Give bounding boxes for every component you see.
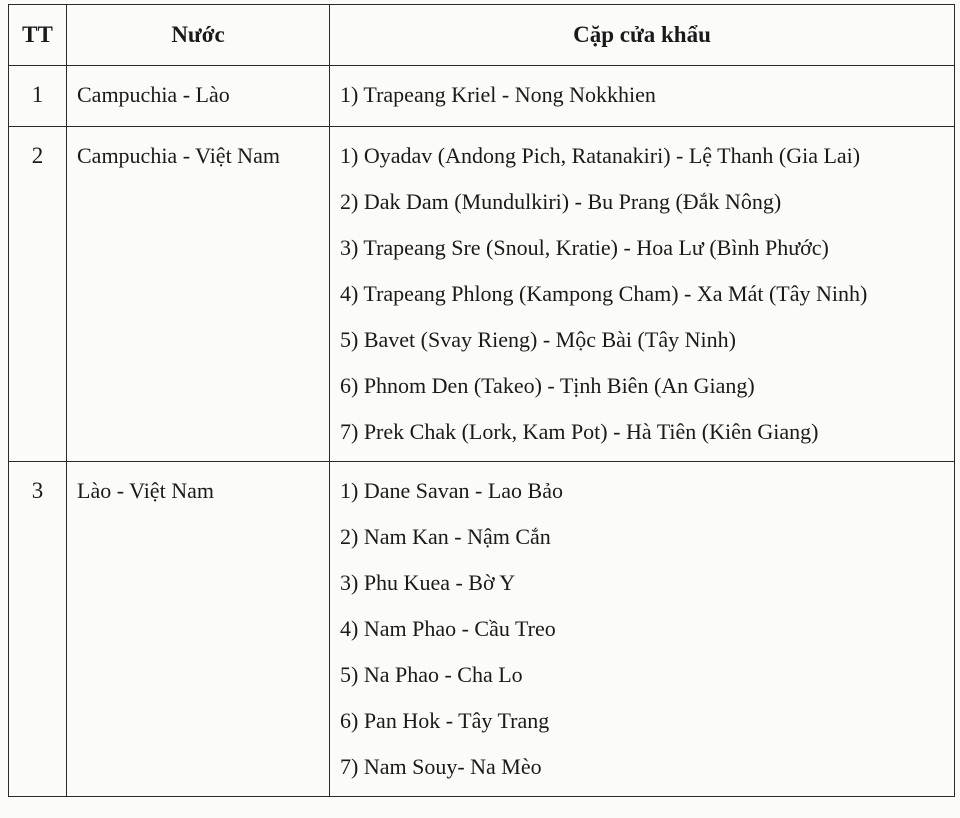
country-cell bbox=[67, 462, 330, 797]
table-row bbox=[9, 127, 955, 462]
border-pair-list bbox=[340, 66, 954, 124]
border-pair-list bbox=[340, 127, 954, 461]
border-pair-list bbox=[340, 462, 954, 796]
row-number-cell bbox=[9, 462, 67, 797]
border-pair-item: 1) Oyadav (Andong Pich, Ratanakiri) - Lệ Thanh (Gia Lai) bbox=[340, 143, 861, 168]
row-number-cell bbox=[9, 66, 67, 127]
table-row bbox=[9, 66, 955, 127]
row-number: 1 bbox=[31, 82, 44, 107]
border-pair-item: 7) Prek Chak (Lork, Kam Pot) - Hà Tiên (Kiên Giang) bbox=[340, 419, 819, 444]
header-border-pairs: Cặp cửa khẩu bbox=[330, 5, 955, 66]
row-number-cell bbox=[9, 127, 67, 462]
row-number: 3 bbox=[31, 478, 44, 503]
border-pair-item: 4) Nam Phao - Cầu Treo bbox=[340, 616, 556, 641]
border-pair-item: 6) Phnom Den (Takeo) - Tịnh Biên (An Giang) bbox=[340, 373, 755, 398]
border-pair-item: 3) Phu Kuea - Bờ Y bbox=[340, 570, 516, 595]
border-pairs-cell bbox=[330, 66, 955, 127]
border-pair-item: 1) Dane Savan - Lao Bảo bbox=[340, 478, 563, 503]
border-pair-item: 2) Nam Kan - Nậm Cắn bbox=[340, 524, 551, 549]
border-pair-item: 4) Trapeang Phlong (Kampong Cham) - Xa Mát (Tây Ninh) bbox=[340, 281, 868, 306]
country-name: Campuchia - Lào bbox=[77, 82, 230, 107]
border-pair-item: 5) Na Phao - Cha Lo bbox=[340, 662, 523, 687]
header-tt: TT bbox=[9, 5, 67, 66]
border-pair-item: 1) Trapeang Kriel - Nong Nokkhien bbox=[340, 82, 656, 107]
country-name: Campuchia - Việt Nam bbox=[77, 143, 280, 168]
country-cell bbox=[67, 66, 330, 127]
table-row bbox=[9, 462, 955, 797]
border-pair-item: 6) Pan Hok - Tây Trang bbox=[340, 708, 550, 733]
country-cell bbox=[67, 127, 330, 462]
header-country: Nước bbox=[67, 5, 330, 66]
border-pair-item: 3) Trapeang Sre (Snoul, Kratie) - Hoa Lư (Bình Phước) bbox=[340, 235, 829, 260]
border-pairs-cell bbox=[330, 462, 955, 797]
border-pair-item: 2) Dak Dam (Mundulkiri) - Bu Prang (Đắk Nông) bbox=[340, 189, 782, 214]
country-name: Lào - Việt Nam bbox=[77, 478, 214, 503]
border-pair-item: 5) Bavet (Svay Rieng) - Mộc Bài (Tây Ninh) bbox=[340, 327, 736, 352]
border-pairs-cell bbox=[330, 127, 955, 462]
table-header-row bbox=[9, 5, 955, 66]
row-number: 2 bbox=[31, 143, 44, 168]
border-gates-table bbox=[8, 4, 955, 797]
border-pair-item: 7) Nam Souy- Na Mèo bbox=[340, 754, 542, 779]
